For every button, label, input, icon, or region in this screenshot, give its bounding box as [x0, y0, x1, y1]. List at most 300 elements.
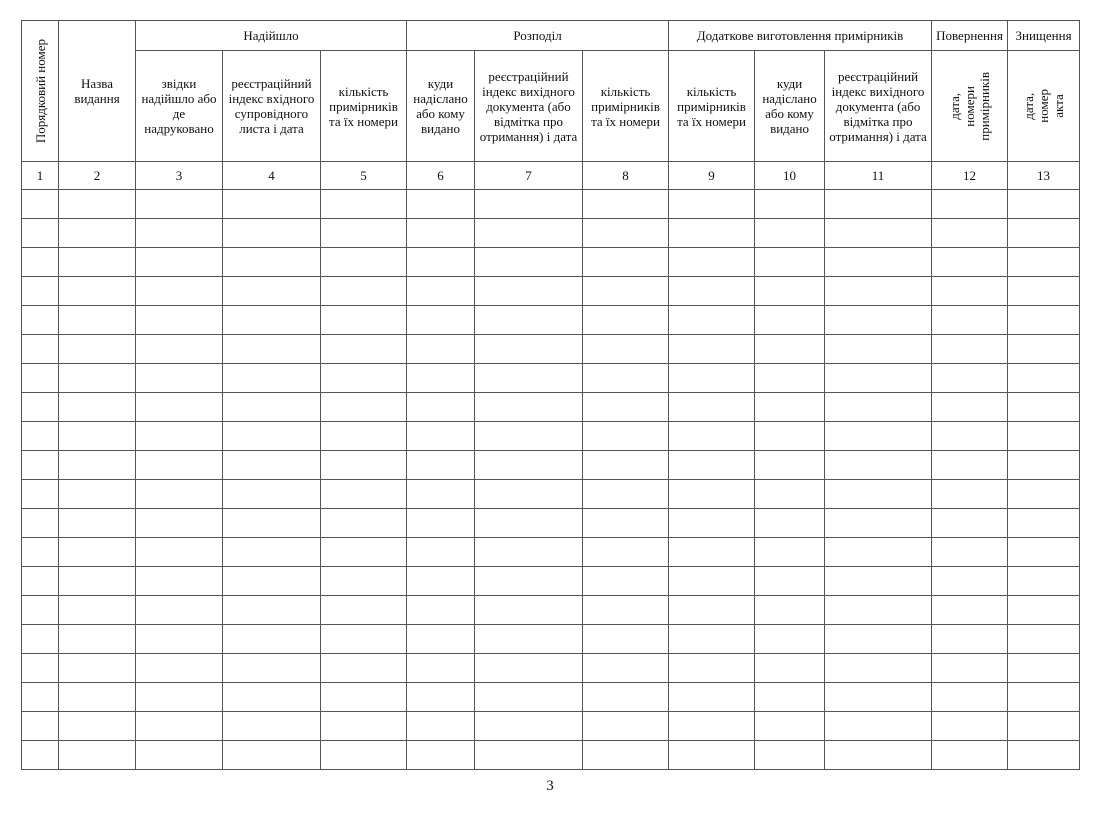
table-cell	[932, 422, 1008, 451]
table-cell	[475, 480, 583, 509]
table-cell	[321, 277, 407, 306]
table-cell	[136, 480, 223, 509]
table-cell	[59, 393, 136, 422]
table-cell	[59, 219, 136, 248]
table-cell	[755, 306, 825, 335]
table-cell	[583, 393, 669, 422]
table-cell	[1008, 364, 1080, 393]
column-number: 3	[136, 162, 223, 190]
table-cell	[755, 683, 825, 712]
table-cell	[321, 741, 407, 770]
table-cell	[755, 335, 825, 364]
column-number: 2	[59, 162, 136, 190]
table-cell	[321, 625, 407, 654]
table-cell	[321, 480, 407, 509]
table-cell	[136, 451, 223, 480]
table-cell	[825, 509, 932, 538]
table-cell	[583, 422, 669, 451]
table-cell	[321, 364, 407, 393]
table-cell	[59, 422, 136, 451]
table-cell	[475, 277, 583, 306]
header-group-destroyed: Знищення	[1008, 21, 1080, 51]
table-cell	[22, 509, 59, 538]
table-cell	[475, 683, 583, 712]
subheader-9-label: кількість примірників та їх номери	[677, 83, 746, 129]
table-cell	[755, 248, 825, 277]
table-cell	[223, 306, 321, 335]
table-cell	[1008, 451, 1080, 480]
table-cell	[825, 538, 932, 567]
table-cell	[932, 683, 1008, 712]
table-cell	[583, 219, 669, 248]
table-cell	[407, 596, 475, 625]
table-cell	[136, 625, 223, 654]
table-cell	[22, 625, 59, 654]
table-cell	[22, 741, 59, 770]
table-cell	[136, 335, 223, 364]
subheader-7-label: реєстраційний індекс вихідного документа (або відмітка про отримання) і дата	[479, 68, 578, 144]
column-number: 8	[583, 162, 669, 190]
subheader-6	[407, 51, 475, 162]
table-cell	[583, 480, 669, 509]
table-row	[22, 335, 1080, 364]
subheader-4-label: реєстраційний індекс вхідного супровідного листа і дата	[228, 76, 315, 136]
column-number: 13	[1008, 162, 1080, 190]
table-cell	[223, 277, 321, 306]
header-serial-number-label: Порядковий номер	[32, 38, 48, 144]
table-cell	[669, 654, 755, 683]
table-cell	[932, 654, 1008, 683]
table-cell	[669, 219, 755, 248]
column-number: 7	[475, 162, 583, 190]
table-cell	[825, 683, 932, 712]
table-cell	[1008, 538, 1080, 567]
column-number: 1	[22, 162, 59, 190]
header-publication-name	[59, 21, 136, 162]
table-cell	[825, 219, 932, 248]
table-cell	[407, 741, 475, 770]
table-cell	[59, 364, 136, 393]
table-cell	[475, 190, 583, 219]
table-cell	[825, 335, 932, 364]
table-cell	[1008, 393, 1080, 422]
table-cell	[321, 248, 407, 277]
subheader-6-label: куди надіслано або кому видано	[413, 76, 468, 136]
header-group-distribution: Розподіл	[407, 21, 669, 51]
table-cell	[321, 422, 407, 451]
table-cell	[825, 596, 932, 625]
table-cell	[136, 509, 223, 538]
table-row	[22, 654, 1080, 683]
table-cell	[475, 509, 583, 538]
table-cell	[583, 741, 669, 770]
table-cell	[136, 683, 223, 712]
table-cell	[669, 364, 755, 393]
header-group-received: Надійшло	[136, 21, 407, 51]
column-number: 10	[755, 162, 825, 190]
table-cell	[1008, 306, 1080, 335]
table-cell	[1008, 625, 1080, 654]
table-cell	[136, 393, 223, 422]
table-cell	[59, 248, 136, 277]
table-cell	[22, 451, 59, 480]
table-cell	[59, 596, 136, 625]
table-cell	[669, 422, 755, 451]
table-cell	[825, 741, 932, 770]
table-cell	[825, 422, 932, 451]
table-cell	[475, 335, 583, 364]
table-cell	[321, 219, 407, 248]
table-cell	[223, 480, 321, 509]
table-cell	[755, 190, 825, 219]
table-cell	[223, 335, 321, 364]
table-cell	[407, 683, 475, 712]
table-cell	[755, 509, 825, 538]
table-row	[22, 306, 1080, 335]
table-cell	[321, 596, 407, 625]
table-cell	[223, 596, 321, 625]
table-cell	[825, 625, 932, 654]
table-cell	[669, 277, 755, 306]
subheader-8	[583, 51, 669, 162]
header-serial-number	[22, 21, 59, 162]
table-cell	[223, 741, 321, 770]
table-cell	[22, 190, 59, 219]
subheader-3-label: звідки надійшло або де надруковано	[141, 76, 217, 136]
table-cell	[825, 712, 932, 741]
table-cell	[59, 480, 136, 509]
table-cell	[932, 712, 1008, 741]
table-cell	[59, 683, 136, 712]
table-cell	[223, 364, 321, 393]
column-number: 12	[932, 162, 1008, 190]
table-cell	[321, 538, 407, 567]
table-cell	[407, 422, 475, 451]
table-cell	[475, 654, 583, 683]
table-cell	[825, 277, 932, 306]
table-cell	[583, 625, 669, 654]
table-cell	[825, 364, 932, 393]
table-cell	[755, 364, 825, 393]
table-cell	[755, 567, 825, 596]
table-cell	[583, 683, 669, 712]
table-cell	[583, 509, 669, 538]
table-cell	[136, 306, 223, 335]
table-cell	[825, 480, 932, 509]
table-cell	[475, 741, 583, 770]
table-cell	[583, 712, 669, 741]
column-number: 4	[223, 162, 321, 190]
table-cell	[321, 712, 407, 741]
table-cell	[22, 683, 59, 712]
table-cell	[583, 190, 669, 219]
table-cell	[407, 451, 475, 480]
table-row	[22, 248, 1080, 277]
table-cell	[825, 190, 932, 219]
table-cell	[932, 596, 1008, 625]
table-row	[22, 712, 1080, 741]
table-cell	[407, 654, 475, 683]
table-cell	[669, 741, 755, 770]
subheader-3	[136, 51, 223, 162]
table-cell	[22, 335, 59, 364]
table-cell	[22, 364, 59, 393]
table-cell	[407, 712, 475, 741]
subheader-11	[825, 51, 932, 162]
table-cell	[1008, 190, 1080, 219]
table-cell	[223, 422, 321, 451]
column-number: 11	[825, 162, 932, 190]
table-cell	[669, 625, 755, 654]
table-cell	[59, 538, 136, 567]
table-cell	[669, 451, 755, 480]
table-cell	[407, 509, 475, 538]
table-cell	[223, 190, 321, 219]
table-cell	[59, 306, 136, 335]
table-cell	[1008, 480, 1080, 509]
table-cell	[321, 683, 407, 712]
table-cell	[223, 538, 321, 567]
table-cell	[136, 741, 223, 770]
table-cell	[1008, 712, 1080, 741]
table-cell	[136, 712, 223, 741]
header-group-additional: Додаткове виготовлення примірників	[669, 21, 932, 51]
table-cell	[825, 393, 932, 422]
table-cell	[22, 306, 59, 335]
table-cell	[407, 248, 475, 277]
table-cell	[59, 451, 136, 480]
column-number: 5	[321, 162, 407, 190]
table-cell	[1008, 335, 1080, 364]
subheader-12-label: дата, номери примірників	[947, 71, 993, 141]
table-row	[22, 277, 1080, 306]
table-cell	[825, 248, 932, 277]
table-cell	[475, 422, 583, 451]
table-cell	[475, 596, 583, 625]
table-cell	[583, 306, 669, 335]
table-cell	[223, 451, 321, 480]
table-cell	[22, 422, 59, 451]
table-cell	[59, 335, 136, 364]
table-cell	[669, 509, 755, 538]
table-cell	[755, 422, 825, 451]
table-row	[22, 219, 1080, 248]
table-cell	[136, 654, 223, 683]
table-cell	[321, 335, 407, 364]
table-row	[22, 451, 1080, 480]
table-cell	[583, 538, 669, 567]
table-cell	[22, 712, 59, 741]
table-cell	[932, 480, 1008, 509]
table-row	[22, 625, 1080, 654]
table-cell	[669, 393, 755, 422]
table-cell	[136, 190, 223, 219]
table-cell	[583, 567, 669, 596]
table-cell	[475, 625, 583, 654]
table-cell	[407, 567, 475, 596]
table-cell	[59, 509, 136, 538]
table-cell	[932, 741, 1008, 770]
table-cell	[223, 248, 321, 277]
table-cell	[475, 538, 583, 567]
table-cell	[669, 306, 755, 335]
table-cell	[407, 306, 475, 335]
table-cell	[223, 683, 321, 712]
table-cell	[407, 625, 475, 654]
table-cell	[223, 654, 321, 683]
table-row	[22, 683, 1080, 712]
table-cell	[407, 538, 475, 567]
table-cell	[583, 451, 669, 480]
table-cell	[475, 712, 583, 741]
table-cell	[825, 567, 932, 596]
table-cell	[136, 277, 223, 306]
table-cell	[223, 625, 321, 654]
column-number: 6	[407, 162, 475, 190]
table-cell	[136, 538, 223, 567]
table-cell	[825, 654, 932, 683]
subheader-10-label: куди надіслано або кому видано	[762, 76, 817, 136]
table-cell	[22, 393, 59, 422]
table-cell	[475, 306, 583, 335]
table-cell	[407, 277, 475, 306]
table-cell	[755, 480, 825, 509]
table-cell	[22, 654, 59, 683]
table-cell	[932, 364, 1008, 393]
table-cell	[407, 335, 475, 364]
header-publication-name-label: Назва видання	[74, 76, 120, 106]
table-cell	[755, 393, 825, 422]
header-group-returned: Повернення	[932, 21, 1008, 51]
table-cell	[755, 596, 825, 625]
table-cell	[136, 567, 223, 596]
table-row	[22, 509, 1080, 538]
table-cell	[475, 364, 583, 393]
table-cell	[932, 335, 1008, 364]
table-cell	[136, 248, 223, 277]
table-cell	[22, 219, 59, 248]
table-cell	[407, 219, 475, 248]
table-cell	[1008, 422, 1080, 451]
table-cell	[59, 741, 136, 770]
table-cell	[1008, 683, 1080, 712]
table-cell	[59, 625, 136, 654]
table-cell	[932, 306, 1008, 335]
table-cell	[1008, 509, 1080, 538]
table-cell	[136, 219, 223, 248]
table-cell	[583, 277, 669, 306]
table-cell	[669, 190, 755, 219]
register-table	[21, 20, 1080, 770]
table-cell	[583, 654, 669, 683]
table-cell	[669, 248, 755, 277]
subheader-11-label: реєстраційний індекс вихідного документа (або відмітка про отримання) і дата	[829, 68, 927, 144]
table-cell	[755, 219, 825, 248]
table-cell	[669, 712, 755, 741]
subheader-8-label: кількість примірників та їх номери	[591, 83, 660, 129]
table-cell	[583, 364, 669, 393]
table-cell	[321, 654, 407, 683]
table-cell	[583, 335, 669, 364]
table-cell	[932, 219, 1008, 248]
table-cell	[1008, 567, 1080, 596]
table-row	[22, 741, 1080, 770]
table-cell	[321, 306, 407, 335]
table-cell	[407, 393, 475, 422]
table-cell	[223, 219, 321, 248]
table-cell	[932, 509, 1008, 538]
table-cell	[59, 654, 136, 683]
table-cell	[669, 335, 755, 364]
table-cell	[59, 567, 136, 596]
table-cell	[475, 567, 583, 596]
table-cell	[1008, 741, 1080, 770]
table-cell	[932, 538, 1008, 567]
table-cell	[755, 741, 825, 770]
subheader-12	[932, 51, 1008, 162]
column-number: 9	[669, 162, 755, 190]
table-cell	[59, 277, 136, 306]
table-cell	[932, 190, 1008, 219]
table-cell	[583, 596, 669, 625]
table-cell	[22, 538, 59, 567]
table-cell	[223, 393, 321, 422]
subheader-5-label: кількість примірників та їх номери	[329, 83, 398, 129]
table-cell	[932, 625, 1008, 654]
table-cell	[22, 596, 59, 625]
table-cell	[407, 190, 475, 219]
table-row	[22, 190, 1080, 219]
table-cell	[223, 509, 321, 538]
table-cell	[669, 480, 755, 509]
subheader-9	[669, 51, 755, 162]
subheader-13-label: дата, номер акта	[1021, 89, 1067, 123]
table-cell	[475, 219, 583, 248]
table-cell	[1008, 596, 1080, 625]
register-body	[22, 190, 1080, 770]
table-cell	[755, 712, 825, 741]
subheader-5	[321, 51, 407, 162]
table-cell	[223, 712, 321, 741]
table-cell	[223, 567, 321, 596]
table-cell	[1008, 219, 1080, 248]
table-cell	[136, 422, 223, 451]
table-cell	[932, 393, 1008, 422]
table-cell	[475, 451, 583, 480]
table-cell	[1008, 248, 1080, 277]
table-cell	[59, 190, 136, 219]
subheader-10	[755, 51, 825, 162]
table-cell	[932, 567, 1008, 596]
page-number: 3	[546, 778, 554, 794]
table-row	[22, 422, 1080, 451]
table-cell	[22, 480, 59, 509]
table-cell	[755, 625, 825, 654]
table-cell	[22, 567, 59, 596]
subheader-7	[475, 51, 583, 162]
table-cell	[755, 451, 825, 480]
table-row	[22, 480, 1080, 509]
table-cell	[321, 509, 407, 538]
table-cell	[1008, 277, 1080, 306]
table-cell	[669, 596, 755, 625]
table-cell	[825, 451, 932, 480]
table-row	[22, 393, 1080, 422]
table-cell	[475, 248, 583, 277]
table-cell	[755, 538, 825, 567]
table-row	[22, 538, 1080, 567]
table-cell	[22, 248, 59, 277]
